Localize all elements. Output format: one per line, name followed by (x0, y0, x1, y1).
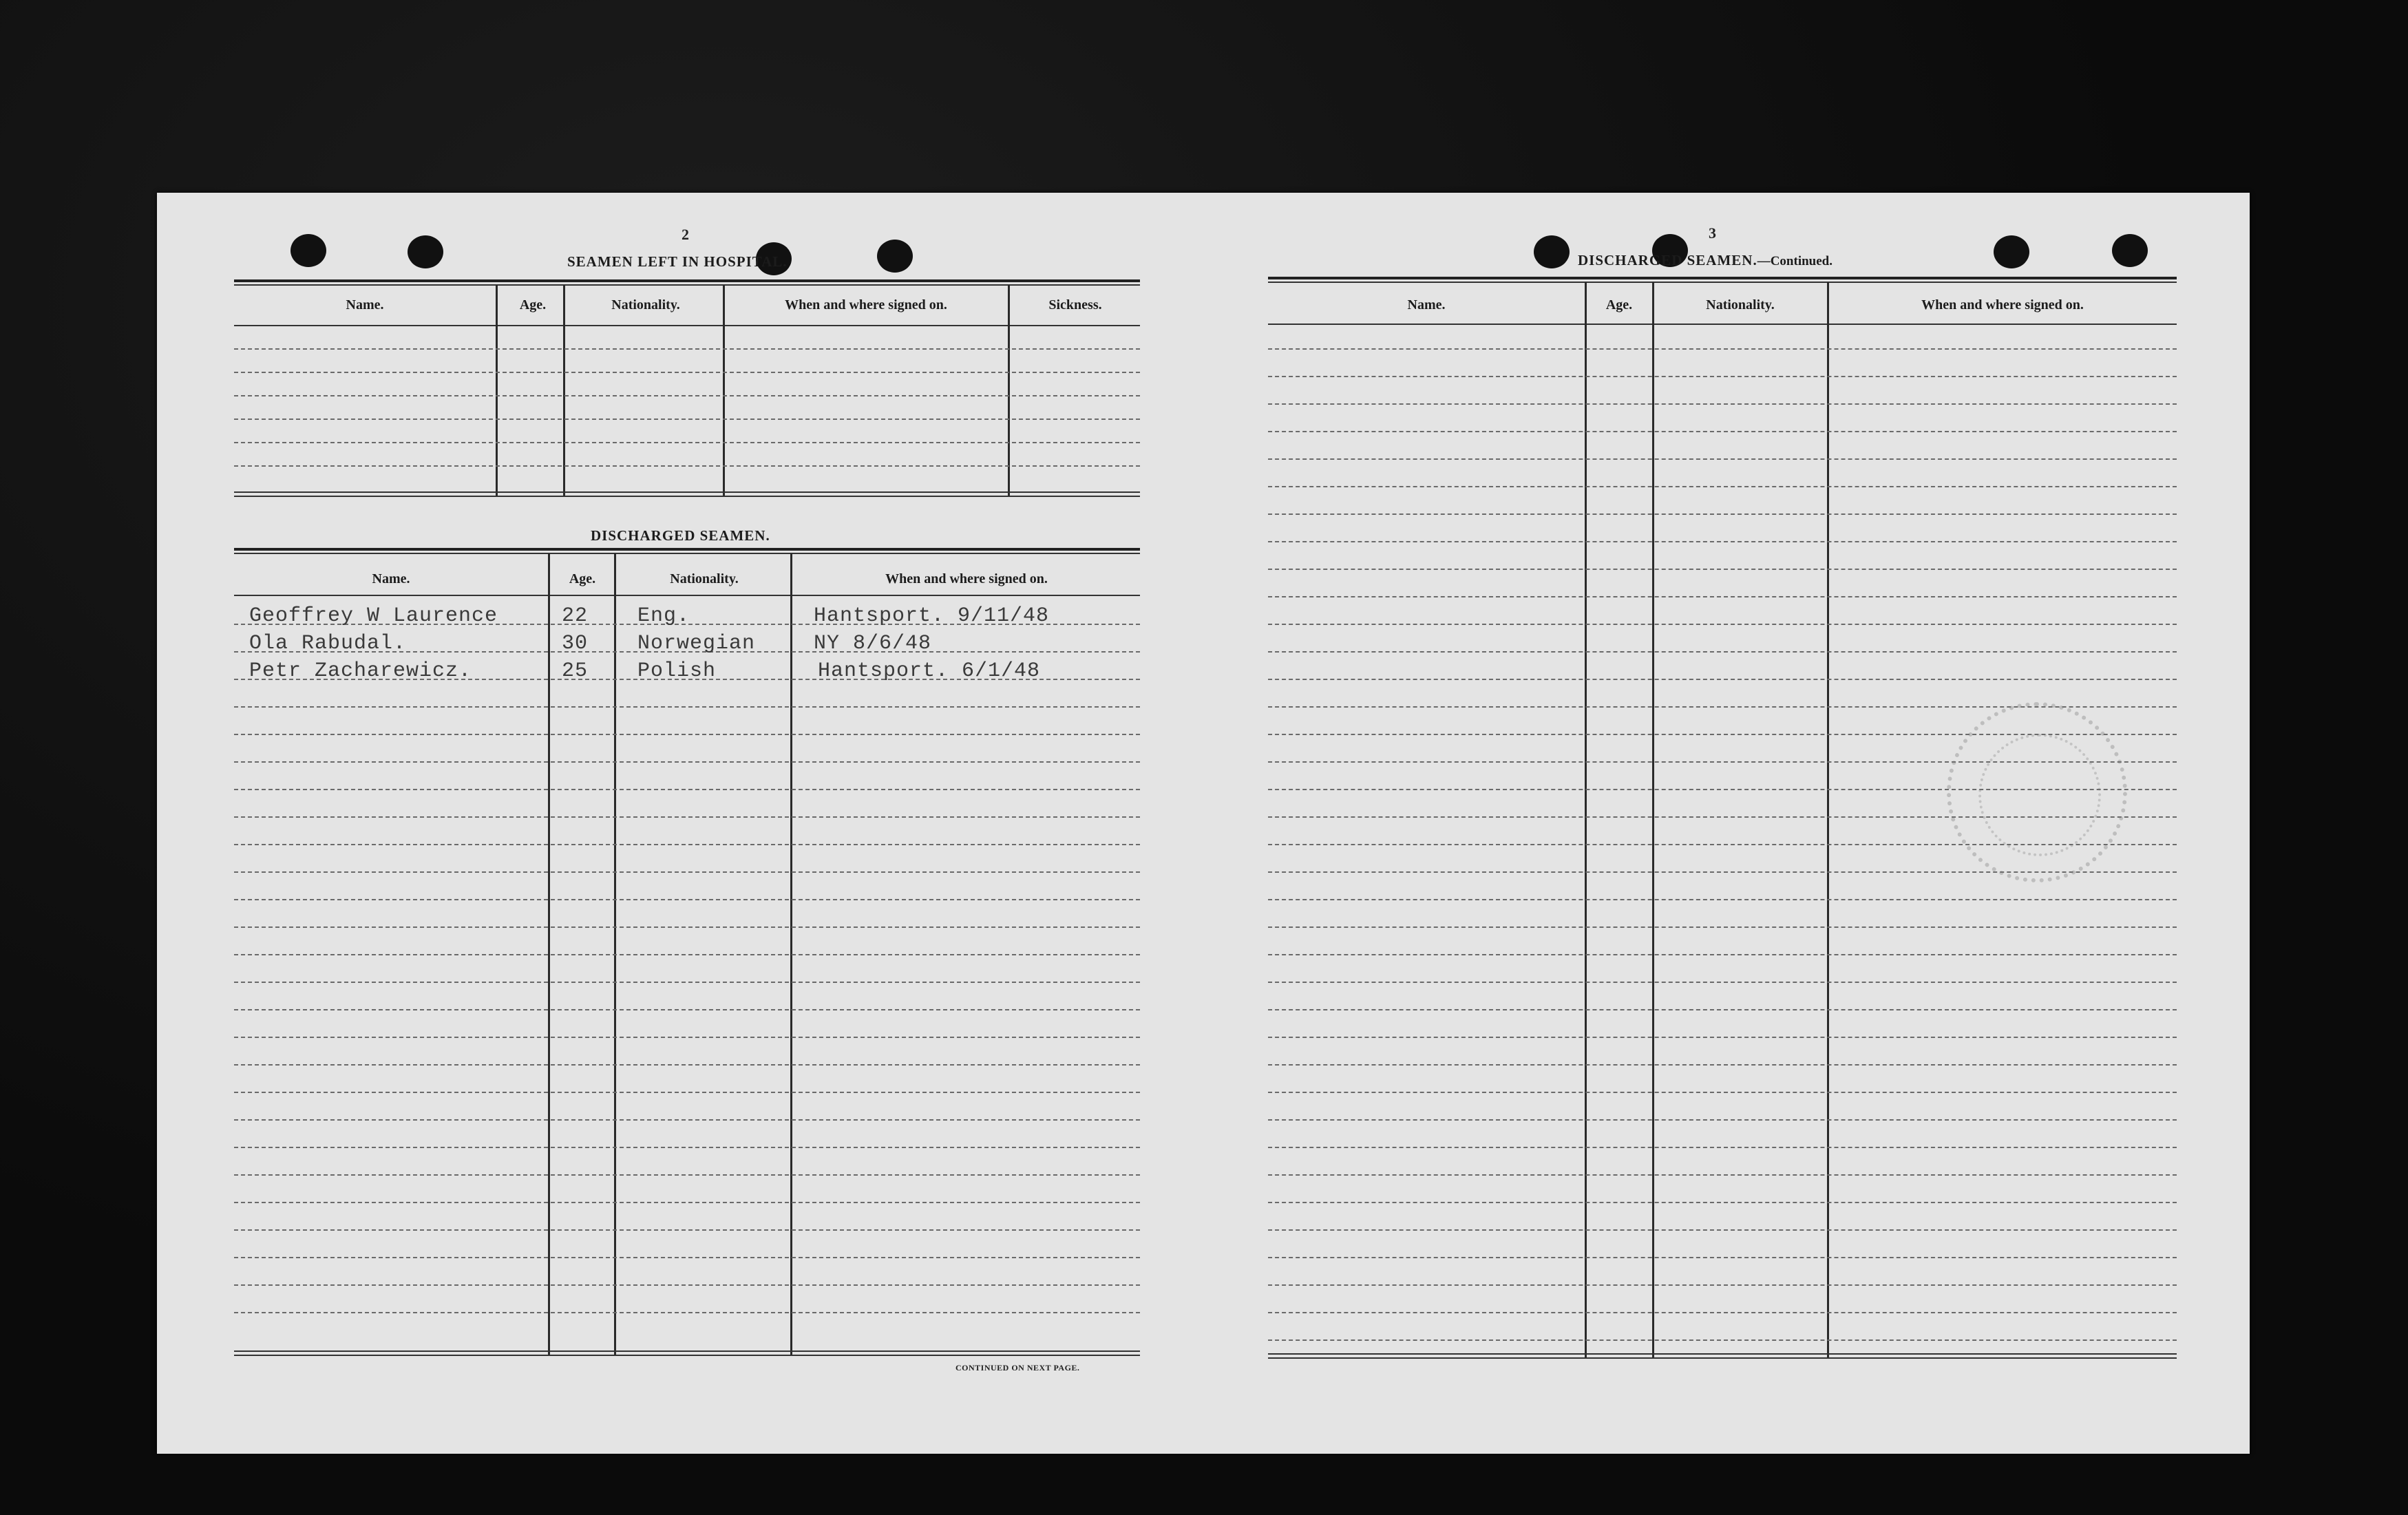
col-header-signed-on: When and where signed on. (1921, 297, 2084, 312)
page-number: 3 (1709, 224, 1716, 242)
seaman-nationality: Norwegian (637, 632, 756, 655)
punch-hole (291, 234, 326, 267)
seaman-age: 22 (562, 604, 589, 628)
page-3 (1203, 193, 2250, 1454)
seaman-name: Ola Rabudal. (249, 632, 407, 655)
punch-hole (1994, 235, 2029, 268)
faded-stamp (1947, 702, 2127, 882)
seaman-age: 30 (562, 632, 589, 655)
heading-main: DISCHARGED SEAMEN. (1578, 252, 1757, 268)
document-sheet (157, 193, 2250, 1454)
seaman-nationality: Eng. (637, 604, 690, 628)
discharged-heading: DISCHARGED SEAMEN. (591, 527, 770, 544)
col-header-nationality: Nationality. (670, 571, 739, 586)
col-header-name: Name. (1407, 297, 1446, 312)
seaman-signed-on: Hantsport. 6/1/48 (818, 659, 1041, 683)
col-header-signed-on: When and where signed on. (885, 571, 1048, 586)
hospital-heading: SEAMEN LEFT IN HOSPITAL. (567, 253, 788, 270)
discharged-table (234, 548, 1140, 1360)
punch-hole (408, 235, 443, 268)
page-number: 2 (682, 226, 689, 243)
col-header-nationality: Nationality. (1706, 297, 1775, 312)
seaman-name: Petr Zacharewicz. (249, 659, 472, 683)
page-2 (157, 193, 1203, 1454)
hospital-table (234, 279, 1140, 500)
col-header-name: Name. (372, 571, 410, 586)
col-header-age: Age. (569, 571, 596, 586)
seaman-signed-on: NY 8/6/48 (814, 632, 932, 655)
punch-hole (2112, 234, 2148, 267)
continued-note: CONTINUED ON NEXT PAGE. (955, 1363, 1080, 1373)
col-header-name: Name. (346, 297, 384, 312)
seaman-name: Geoffrey W Laurence (249, 604, 498, 628)
seaman-nationality: Polish (637, 659, 717, 683)
col-header-nationality: Nationality. (611, 297, 680, 312)
seaman-signed-on: Hantsport. 9/11/48 (814, 604, 1050, 628)
col-header-age: Age. (1605, 297, 1633, 312)
heading-suffix: —Continued. (1757, 254, 1833, 268)
discharged-continued-heading (1578, 252, 1833, 269)
col-header-age: Age. (519, 297, 547, 312)
punch-hole (877, 240, 913, 273)
seaman-age: 25 (562, 659, 589, 683)
col-header-signed-on: When and where signed on. (785, 297, 947, 312)
col-header-sickness: Sickness. (1048, 297, 1102, 312)
punch-hole (1534, 235, 1570, 268)
